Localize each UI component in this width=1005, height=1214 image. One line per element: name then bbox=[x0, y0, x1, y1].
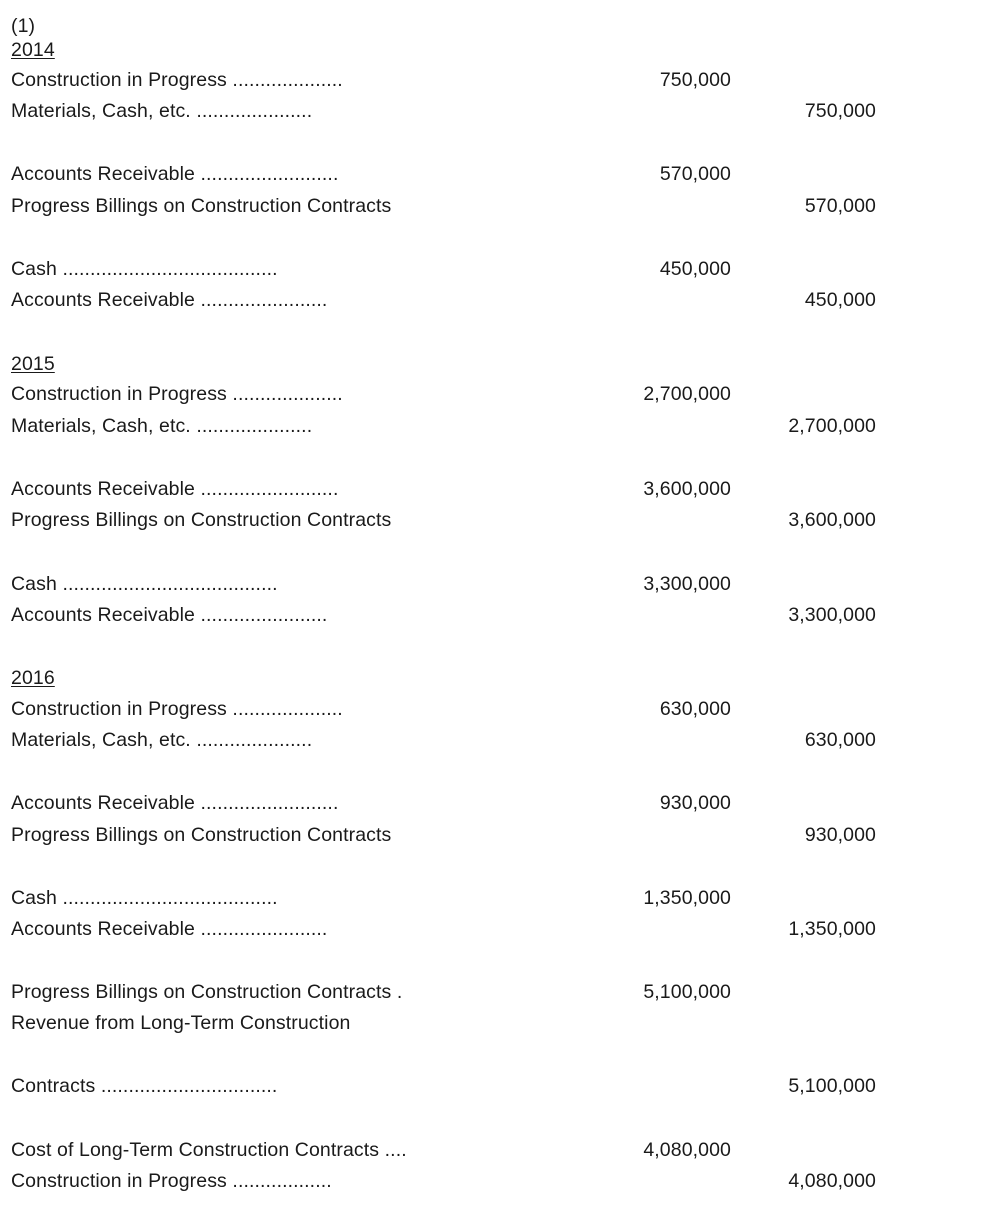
account-name: Accounts Receivable ......................... bbox=[11, 163, 339, 185]
account-name: Construction in Progress .................. bbox=[11, 1170, 332, 1192]
account-name: Construction in Progress .................... bbox=[11, 69, 343, 91]
credit-amount: 630,000 bbox=[804, 729, 876, 751]
credit-amount: 3,300,000 bbox=[788, 604, 876, 626]
debit-amount: 4,080,000 bbox=[643, 1139, 731, 1161]
credit-amount: 930,000 bbox=[804, 824, 876, 846]
debit-amount: 570,000 bbox=[659, 163, 731, 185]
debit-amount: 750,000 bbox=[659, 69, 731, 91]
account-name: Accounts Receivable ....................... bbox=[11, 918, 328, 940]
account-name: Materials, Cash, etc. ..................... bbox=[11, 100, 313, 122]
account-name: Progress Billings on Construction Contracts bbox=[11, 195, 392, 217]
credit-amount: 3,600,000 bbox=[788, 509, 876, 531]
credit-amount: 1,350,000 bbox=[788, 918, 876, 940]
debit-amount: 2,700,000 bbox=[643, 383, 731, 405]
account-name: Materials, Cash, etc. ..................... bbox=[11, 729, 313, 751]
account-name: Materials, Cash, etc. ..................... bbox=[11, 415, 313, 437]
debit-amount: 930,000 bbox=[659, 792, 731, 814]
debit-amount: 1,350,000 bbox=[643, 887, 731, 909]
credit-amount: 4,080,000 bbox=[788, 1170, 876, 1192]
account-name: Construction in Progress .................... bbox=[11, 383, 343, 405]
credit-amount: 450,000 bbox=[804, 289, 876, 311]
account-name: Construction in Progress .................... bbox=[11, 698, 343, 720]
debit-amount: 630,000 bbox=[659, 698, 731, 720]
year-heading-2015: 2015 bbox=[11, 353, 55, 375]
year-heading-2014: 2014 bbox=[11, 39, 55, 61]
debit-amount: 3,600,000 bbox=[643, 478, 731, 500]
account-name: Accounts Receivable ....................... bbox=[11, 604, 328, 626]
account-name: Cash ....................................... bbox=[11, 887, 278, 909]
debit-amount: 450,000 bbox=[659, 258, 731, 280]
credit-amount: 2,700,000 bbox=[788, 415, 876, 437]
year-heading-2016: 2016 bbox=[11, 667, 55, 689]
account-name: Cash ....................................... bbox=[11, 573, 278, 595]
account-name: Progress Billings on Construction Contracts bbox=[11, 824, 392, 846]
account-name: Cost of Long-Term Construction Contracts .... bbox=[11, 1139, 407, 1161]
account-name: Accounts Receivable ....................... bbox=[11, 289, 328, 311]
credit-amount: 750,000 bbox=[804, 100, 876, 122]
account-name: Accounts Receivable ......................... bbox=[11, 792, 339, 814]
credit-amount: 570,000 bbox=[804, 195, 876, 217]
account-name: Contracts ................................ bbox=[11, 1075, 278, 1097]
account-name: Progress Billings on Construction Contracts . bbox=[11, 981, 403, 1003]
credit-amount: 5,100,000 bbox=[788, 1075, 876, 1097]
account-name: Accounts Receivable ......................... bbox=[11, 478, 339, 500]
account-name: Revenue from Long-Term Construction bbox=[11, 1012, 351, 1034]
part-label: (1) bbox=[11, 15, 36, 37]
debit-amount: 5,100,000 bbox=[643, 981, 731, 1003]
account-name: Cash ....................................... bbox=[11, 258, 278, 280]
debit-amount: 3,300,000 bbox=[643, 573, 731, 595]
account-name: Progress Billings on Construction Contracts bbox=[11, 509, 392, 531]
